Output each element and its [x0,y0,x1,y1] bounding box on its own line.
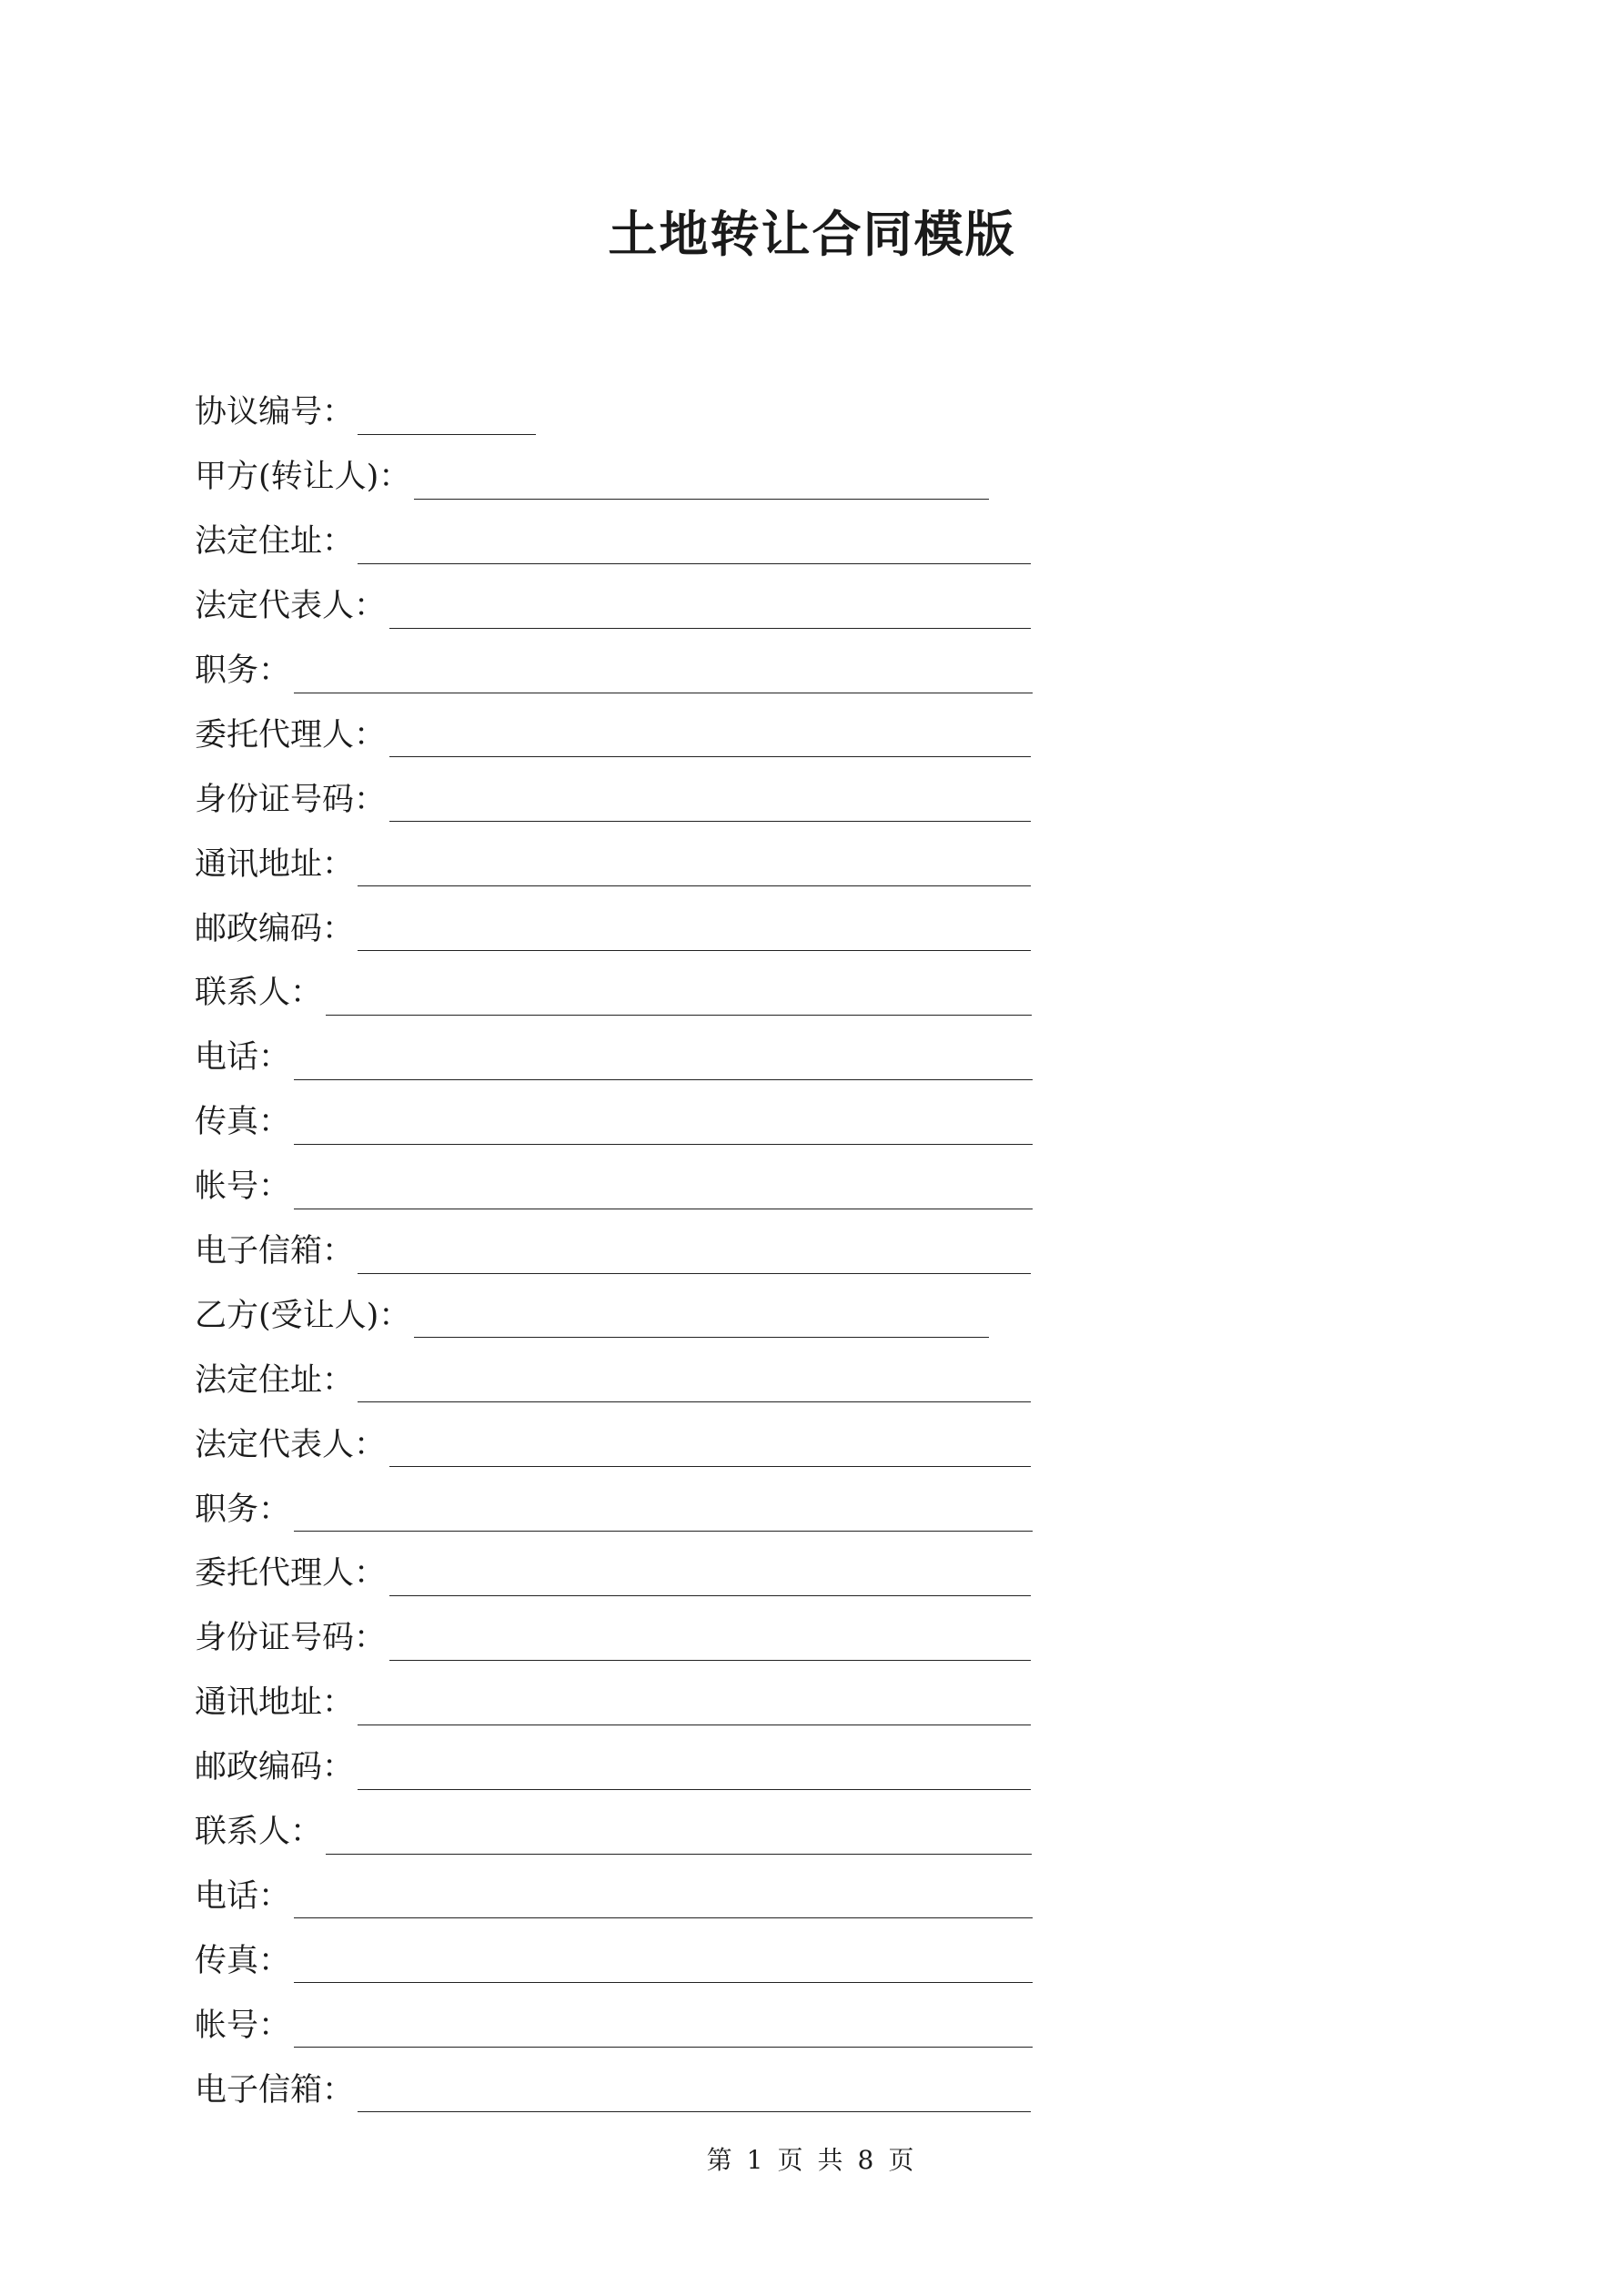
field-party-a-agent [195,703,1105,767]
field-label: 委托代理人： [195,716,387,754]
footer-total-word: 共 [817,2145,847,2175]
field-party-b-email [195,2058,1105,2122]
document-title: 土地转让合同模版 [608,205,1016,263]
field-party-a-email [195,1219,1105,1284]
field-party-a-account [195,1155,1105,1219]
field-party-a-contact [195,961,1105,1026]
field-label: 电话： [195,1877,291,1915]
field-party-b-account [195,1993,1105,2058]
field-label: 法定代表人： [195,1426,387,1463]
blank-line[interactable] [326,1821,1032,1855]
footer-page-word: 页 [777,2145,807,2175]
blank-line[interactable] [414,1304,989,1338]
field-label: 传真： [195,1942,291,1979]
blank-line[interactable] [389,723,1031,757]
field-party-b-postal-code [195,1735,1105,1800]
blank-line[interactable] [326,982,1032,1016]
blank-line[interactable] [358,1369,1031,1402]
field-party-b-id-number [195,1606,1105,1671]
blank-line[interactable] [358,531,1031,564]
field-label: 职务： [195,652,291,689]
blank-line[interactable] [358,2079,1031,2112]
field-label: 乙方(受让人)： [195,1297,411,1334]
field-party-b-address [195,1348,1105,1412]
field-label: 通讯地址： [195,1684,355,1722]
blank-line[interactable] [294,1885,1033,1918]
field-party-a-address [195,510,1105,574]
field-label: 联系人： [195,1814,323,1851]
field-party-a [195,445,1105,510]
field-party-a-position [195,639,1105,703]
field-label: 身份证号码： [195,1620,387,1657]
blank-line[interactable] [358,853,1031,886]
field-party-a-legal-rep [195,574,1105,639]
field-party-b [195,1283,1105,1348]
blank-line[interactable] [389,1563,1031,1596]
field-label: 法定代表人： [195,588,387,625]
blank-line[interactable] [389,595,1031,629]
field-label: 电子信箱： [195,1233,355,1270]
field-party-a-fax [195,1090,1105,1155]
field-label: 职务： [195,1491,291,1528]
field-party-a-postal-code [195,896,1105,961]
field-party-b-phone [195,1864,1105,1928]
field-label: 传真： [195,1104,291,1141]
field-party-b-position [195,1477,1105,1542]
blank-line[interactable] [358,1692,1031,1725]
blank-line[interactable] [294,1498,1033,1532]
field-party-b-fax [195,1928,1105,1993]
field-agreement-number [195,380,1105,445]
contract-party-fields [195,380,1105,2122]
field-label: 邮政编码： [195,1749,355,1786]
blank-line[interactable] [389,1627,1031,1661]
blank-line[interactable] [294,1047,1033,1080]
field-label: 帐号： [195,1168,291,1206]
field-party-a-id-number [195,767,1105,832]
field-label: 通讯地址： [195,845,355,883]
blank-line[interactable] [414,466,989,500]
field-label: 法定住址： [195,1361,355,1399]
blank-line[interactable] [294,2014,1033,2048]
blank-line[interactable] [389,788,1031,822]
field-label: 联系人： [195,975,323,1012]
blank-line[interactable] [358,401,536,435]
blank-line[interactable] [294,660,1033,693]
blank-line[interactable] [389,1433,1031,1467]
field-party-a-phone [195,1026,1105,1090]
field-party-b-agent [195,1542,1105,1606]
footer-current-page: 1 [746,2145,767,2175]
footer-suffix: 页 [888,2145,918,2175]
page-number-footer [0,2140,1624,2177]
field-party-b-legal-rep [195,1412,1105,1477]
blank-line[interactable] [358,1240,1031,1274]
field-party-b-mailing-address [195,1671,1105,1735]
field-label: 邮政编码： [195,910,355,947]
field-party-a-mailing-address [195,832,1105,896]
field-label: 身份证号码： [195,781,387,818]
field-label: 法定住址： [195,523,355,561]
footer-prefix: 第 [706,2145,736,2175]
field-label: 委托代理人： [195,1555,387,1593]
blank-line[interactable] [358,1756,1031,1790]
field-label: 协议编号： [195,394,355,431]
field-party-b-contact [195,1800,1105,1865]
field-label: 帐号： [195,2007,291,2044]
blank-line[interactable] [294,1176,1033,1209]
blank-line[interactable] [294,1949,1033,1983]
field-label: 电话： [195,1039,291,1077]
blank-line[interactable] [358,917,1031,951]
field-label: 甲方(转让人)： [195,459,411,496]
footer-total-pages: 8 [857,2145,878,2175]
blank-line[interactable] [294,1111,1033,1145]
field-label: 电子信箱： [195,2071,355,2109]
